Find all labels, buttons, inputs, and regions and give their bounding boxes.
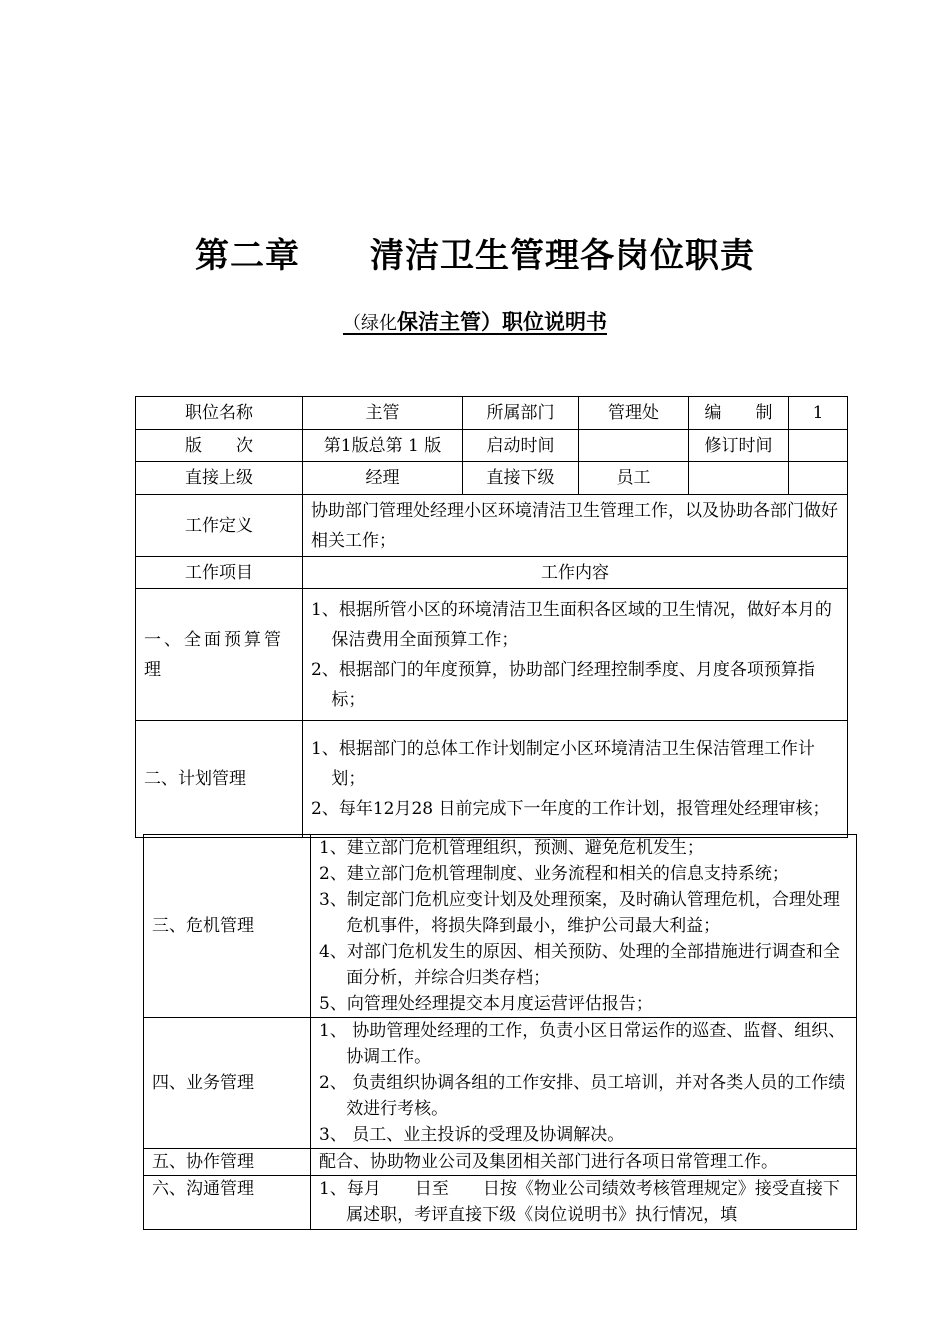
- table-row: [144, 1018, 857, 1149]
- table-row: [144, 1149, 857, 1176]
- section-line: 4、对部门危机发生的原因、相关预防、处理的全部措施进行调查和全面分析，并综合归类存档；: [319, 942, 840, 988]
- cell-value-department: 管理处: [579, 397, 689, 430]
- subtitle-main: 保洁主管）职位说明书: [397, 310, 607, 334]
- section-line: 1、每月 日至 日按《物业公司绩效考核管理规定》接受直接下属述职，考评直接下级《岗位说明书》执行情况，填: [319, 1179, 840, 1225]
- cell-value-supervisor: 经理: [303, 462, 463, 495]
- table-row: [136, 495, 848, 557]
- job-description-table: [135, 396, 848, 838]
- cell-value-position: 主管: [303, 397, 463, 430]
- cell-label-version: 版 次: [136, 430, 303, 462]
- section-line: 3、制定部门危机应变计划及处理预案，及时确认管理危机，合理处理危机事件，将损失降到最小，维护公司最大利益；: [319, 890, 840, 936]
- table-row: [144, 835, 857, 1018]
- cell-label-headcount: 编 制: [689, 397, 789, 430]
- cell-empty: [689, 462, 789, 495]
- cell-label-job-definition: 工作定义: [136, 495, 303, 557]
- table-row: [136, 557, 848, 589]
- section-line: 2、 负责组织协调各组的工作安排、员工培训，并对各类人员的工作绩效进行考核。: [319, 1073, 846, 1119]
- cell-label-start-time: 启动时间: [463, 430, 579, 462]
- section-label-plan: 二、计划管理: [136, 721, 303, 838]
- subtitle-paren: （: [343, 313, 361, 334]
- section-label-cooperation: 五、协作管理: [144, 1149, 311, 1176]
- section-line: 5、向管理处经理提交本月度运营评估报告；: [319, 994, 653, 1014]
- cell-label-department: 所属部门: [463, 397, 579, 430]
- section-content-business: [311, 1018, 857, 1149]
- section-line: 1、根据所管小区的环境清洁卫生面积各区域的卫生情况，做好本月的保洁费用全面预算工作；: [311, 599, 832, 650]
- section-content-communication: [311, 1176, 857, 1230]
- cell-value-headcount: 1: [789, 397, 848, 430]
- cell-value-revision-time: [789, 430, 848, 462]
- cell-value-subordinate: 员工: [579, 462, 689, 495]
- table-row: [136, 430, 848, 462]
- cell-label-revision-time: 修订时间: [689, 430, 789, 462]
- cell-empty: [789, 462, 848, 495]
- section-line: 2、根据部门的年度预算，协助部门经理控制季度、月度各项预算指标；: [311, 659, 815, 710]
- section-line: 1、 协助管理处经理的工作，负责小区日常运作的巡查、监督、组织、协调工作。: [319, 1021, 846, 1067]
- chapter-name: 清洁卫生管理各岗位职责: [370, 236, 755, 276]
- section-label-business: 四、业务管理: [144, 1018, 311, 1149]
- section-content-budget: [303, 589, 848, 721]
- section-content-cooperation: 配合、协助物业公司及集团相关部门进行各项日常管理工作。: [311, 1149, 857, 1176]
- table-row: [136, 589, 848, 721]
- cell-label-supervisor: 直接上级: [136, 462, 303, 495]
- cell-label-position: 职位名称: [136, 397, 303, 430]
- job-description-table-continued: [143, 834, 857, 1230]
- table-row: [136, 462, 848, 495]
- section-label-communication: 六、沟通管理: [144, 1176, 311, 1230]
- column-header-item: 工作项目: [136, 557, 303, 589]
- section-label-budget: 一、全面预算管理: [136, 589, 303, 721]
- section-content-plan: [303, 721, 848, 838]
- table-row: [136, 397, 848, 430]
- column-header-content: 工作内容: [303, 557, 848, 589]
- chapter-number: 第二章: [195, 236, 300, 276]
- section-line: 2、建立部门危机管理制度、业务流程和相关的信息支持系统；: [319, 864, 789, 884]
- section-line: 1、建立部门危机管理组织，预测、避免危机发生；: [319, 838, 704, 858]
- section-label-crisis: 三、危机管理: [144, 835, 311, 1018]
- section-content-crisis: [311, 835, 857, 1018]
- section-line: 3、 员工、业主投诉的受理及协调解决。: [319, 1125, 625, 1145]
- cell-value-version: 第1版总第 1 版: [303, 430, 463, 462]
- chapter-title: [0, 228, 950, 277]
- cell-value-job-definition: 协助部门管理处经理小区环境清洁卫生管理工作，以及协助各部门做好相关工作；: [303, 495, 848, 557]
- document-subtitle: [0, 306, 950, 336]
- table-row: [136, 721, 848, 838]
- section-line: 1、根据部门的总体工作计划制定小区环境清洁卫生保洁管理工作计划；: [311, 739, 815, 789]
- section-line: 2、每年12月28 日前完成下一年度的工作计划，报管理处经理审核；: [311, 799, 830, 819]
- cell-value-start-time: [579, 430, 689, 462]
- table-row: [144, 1176, 857, 1230]
- subtitle-prefix: 绿化: [361, 313, 397, 334]
- cell-label-subordinate: 直接下级: [463, 462, 579, 495]
